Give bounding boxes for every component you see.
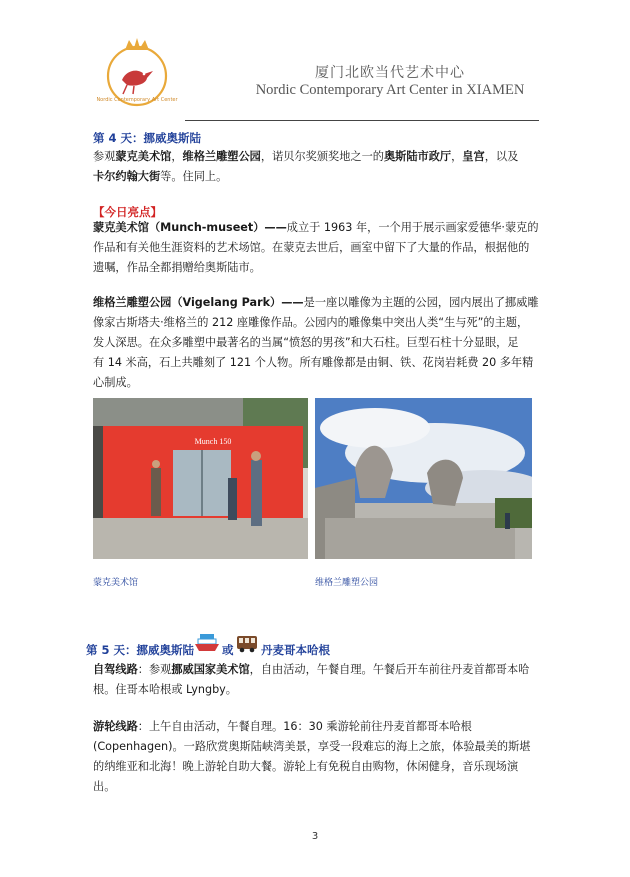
self-drive-label: 自驾线路 [93,663,138,676]
day5-title-copenhagen: 丹麦哥本哈根 [261,643,330,657]
self-drive-route: 自驾线路：参观挪威国家美术馆，自由活动，午餐自理。午餐后开车前往丹麦首都哥本哈 根。住哥本哈根或 Lyngby。 [93,663,530,696]
header-divider [185,120,539,121]
vigeland-photo-caption: 维格兰雕塑公园 [315,578,379,588]
day4-itinerary-line2: 卡尔约翰大街等。住同上。 [93,170,228,183]
munch-photo-caption: 蒙克美术馆 [93,578,139,588]
logo-ring-text: Nordic Contemporary Art Center [96,97,178,103]
nordic-center-logo [96,38,178,108]
ship-icon [194,632,220,654]
day5-title-or: 或 [222,643,234,657]
munch150-sign: Munch 150 [194,437,232,446]
day5-title-oslo: 第 5 天：挪威奥斯陆 [86,643,195,657]
bird-icon [122,71,153,86]
vigeland-park-paragraph: 维格兰雕塑公园（Vigelang Park）——是一座以雕像为主题的公园，园内展出了挪威雕 像家古斯塔夫·维格兰的 212 座雕像作品。公园内的雕像集中突出人类“生与死”的主题， 发人深思。在众多雕塑中最著名的当属“愤怒的男孩”和大石柱。巨型石柱十分显眼，足 有 14 米高，石上共雕刻了 121 个人物。所有雕像都是由铜、铁、花岗岩耗费 20 多年精 心制成。 [93,296,539,389]
page-number: 3 [311,831,319,842]
day4-itinerary-line1: 参观蒙克美术馆，维格兰雕塑公园，诺贝尔奖颁奖地之一的奥斯陆市政厅，皇宫，以及 [93,150,519,163]
crown-icon [125,38,149,50]
day4-itinerary [93,147,541,187]
munch-museum-paragraph: 蒙克美术馆（Munch-museet）——成立于 1963 年，一个用于展示画家爱德华·蒙克的 作品和有关他生涯资料的艺术场馆。在蒙克去世后，画室中留下了大量的作品，根据他的 遗嘱，作品全都捐赠给奥斯陆市。 [93,221,539,274]
center-name-cn: 厦门北欧当代艺术中心 [315,65,465,81]
cruise-route: 游轮线路：上午自由活动，午餐自理。16：30 乘游轮前往丹麦首都哥本哈根 (Copenhagen)。一路欣赏奥斯陆峡湾美景，享受一段难忘的海上之旅，体验最美的斯堪 的纳维亚和北海！晚上游轮自助大餐。游轮上有免税自由购物，休闲健身，音乐现场演 出。 [93,720,531,793]
today-highlight-label: 【今日亮点】 [93,205,162,219]
bus-icon [236,634,258,654]
cruise-label: 游轮线路 [93,720,138,733]
vigeland-lead: 维格兰雕塑公园（Vigelang Park）—— [93,296,304,309]
center-name-en: Nordic Contemporary Art Center in XIAMEN [255,82,525,98]
vigeland-park-photo [315,398,532,559]
day4-title: 第 4 天：挪威奥斯陆 [93,131,202,145]
munch-museum-photo [93,398,308,559]
munch-lead: 蒙克美术馆（Munch-museet）—— [93,221,287,234]
